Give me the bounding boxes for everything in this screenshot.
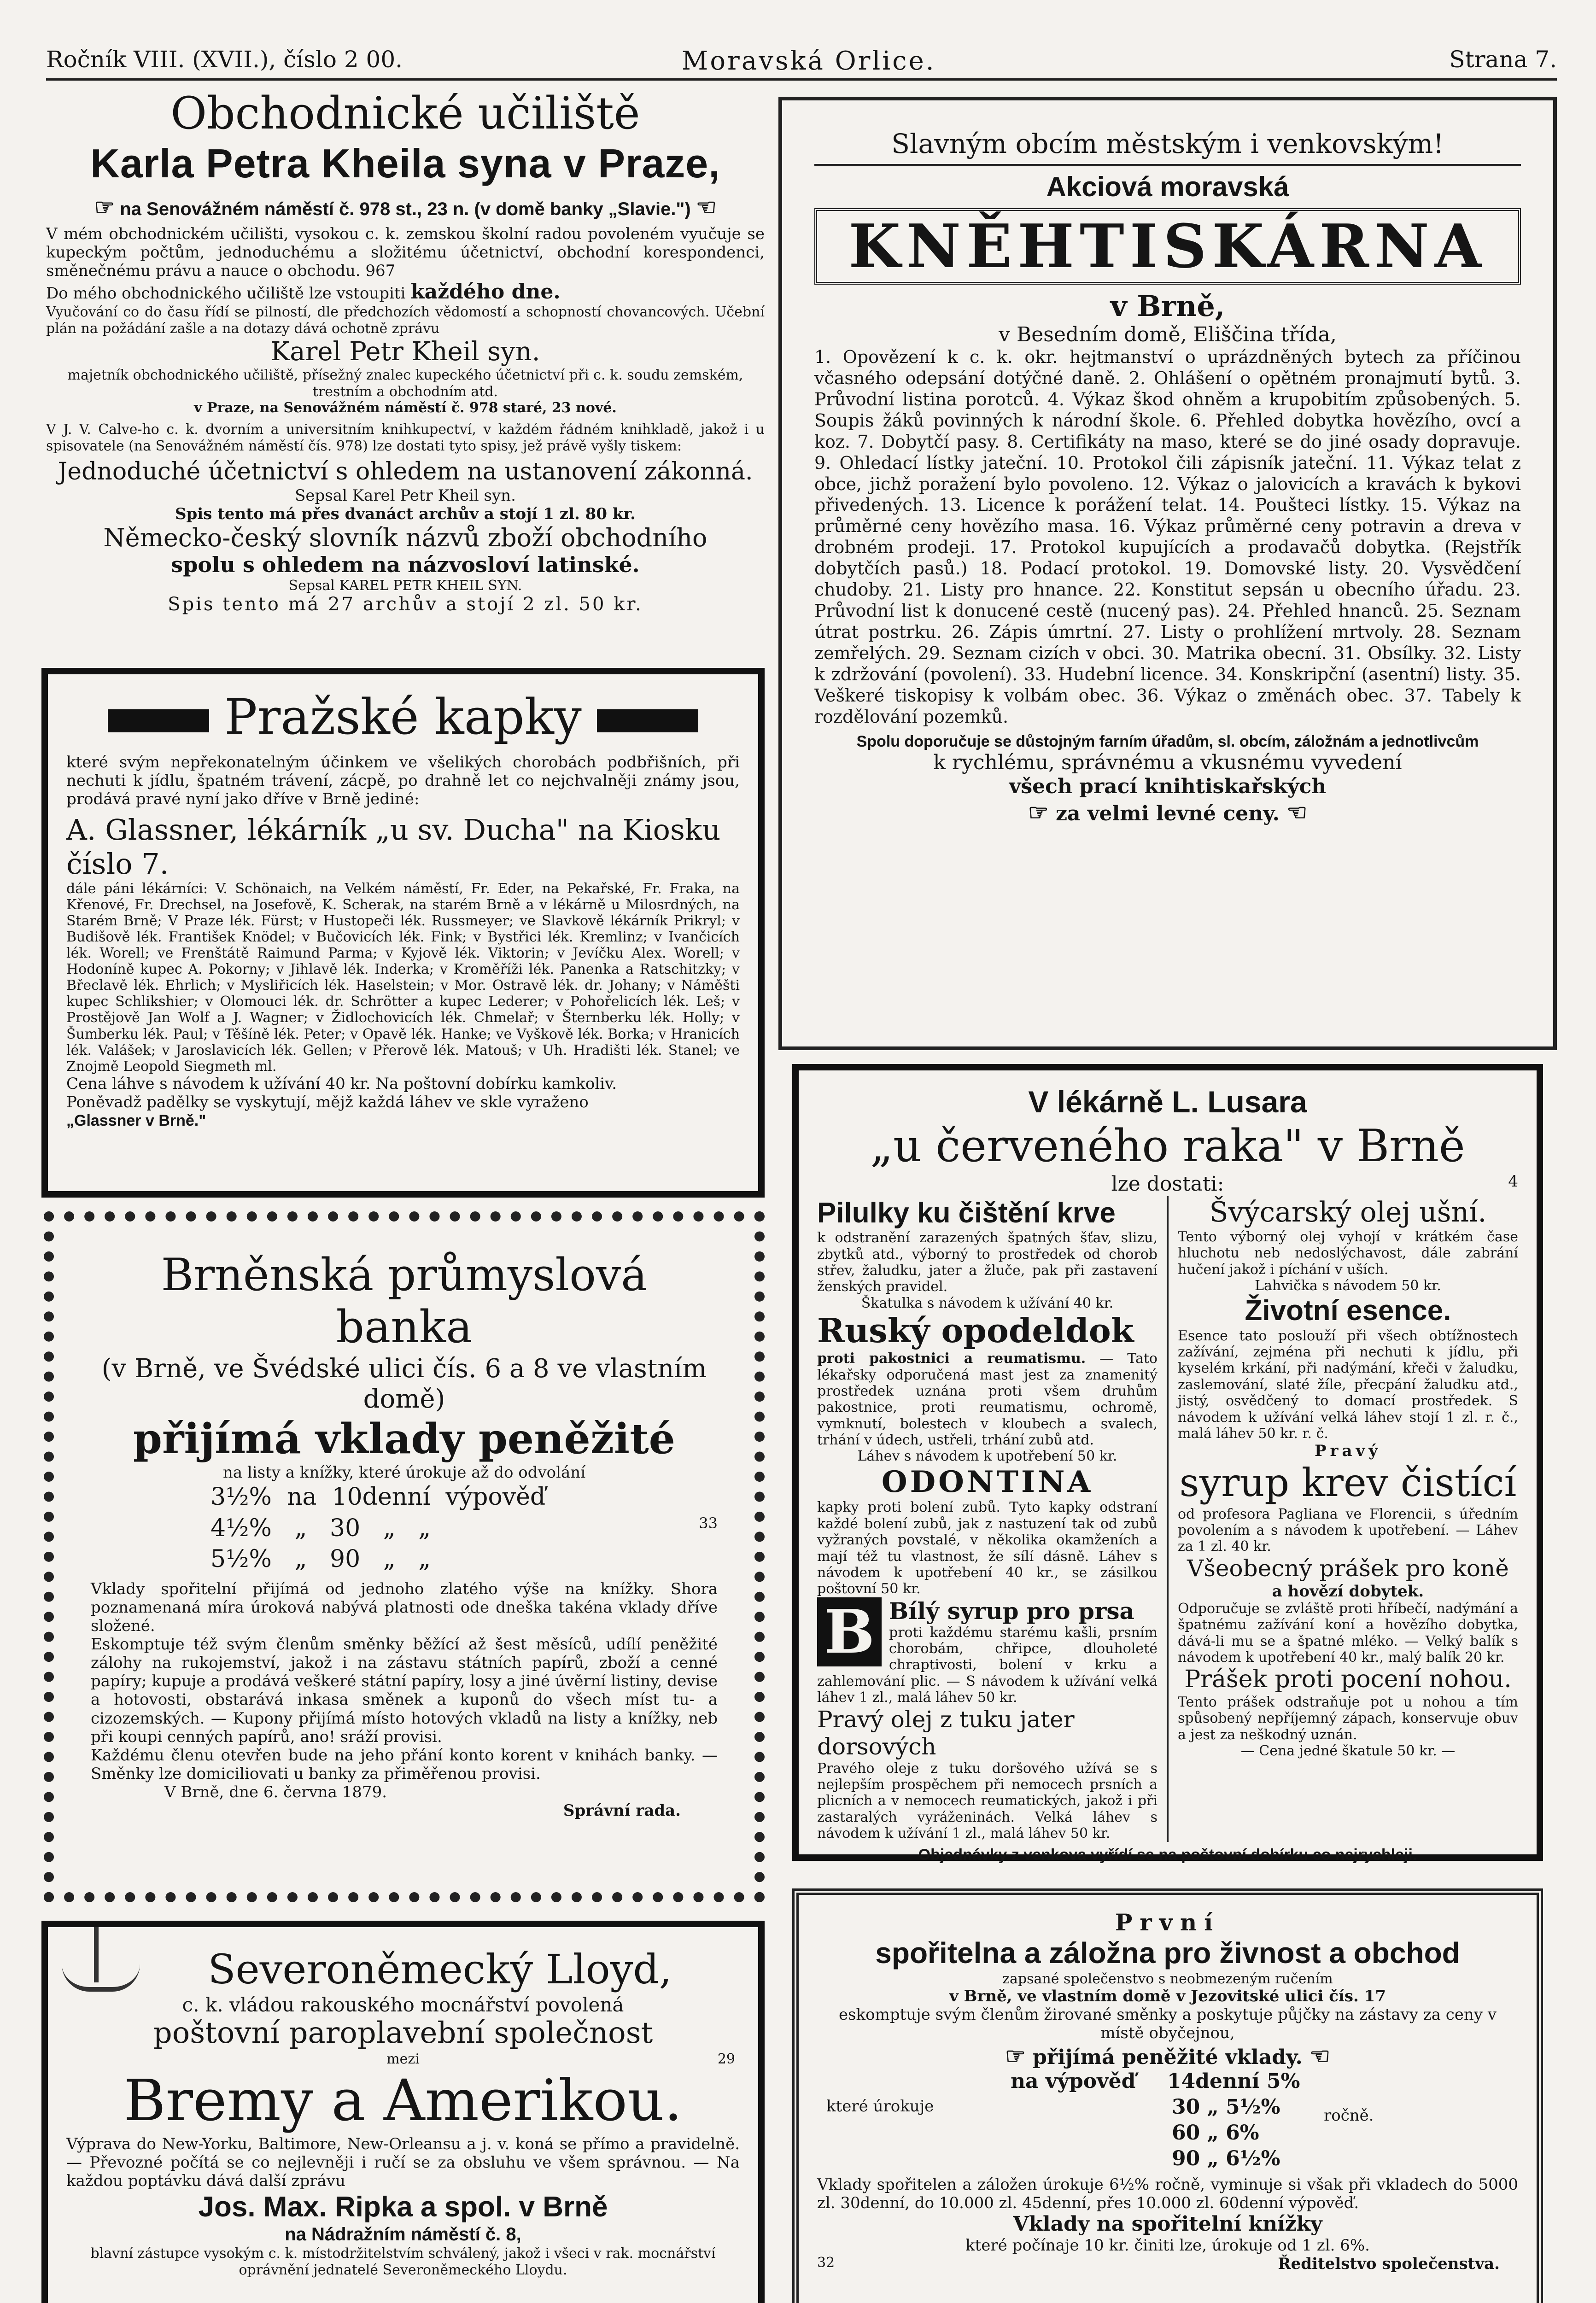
kheil-p2 xyxy=(46,280,765,304)
banka-sub: (v Brně, ve Švédské ulici čís. 6 a 8 ve vlastním domě) xyxy=(101,1353,707,1414)
spor-p: Vklady spořitelen a záložen úrokuje 6½% ročně, vyminuje si však při vkladech do 5000 zl. 30denní, do 10.000 zl. 45denní, přes 10.000 zl. 60denní výpověď. xyxy=(817,2175,1518,2213)
banka-p3: Každému členu otevřen bude na jeho přání konto korent v knihách banky. — Směnky lze domiciliovati u banky za přiměřenou provisi. xyxy=(91,1746,718,1783)
kheil-author1: Sepsal Karel Petr Kheil syn. xyxy=(295,486,516,505)
kheil-num1: 967 xyxy=(365,262,396,281)
kniht-top: Slavným obcím městským i venkovským! xyxy=(814,128,1521,166)
banka-rates xyxy=(210,1482,718,1575)
lusar-j-price: — Cena jedné škatule 50 kr. — xyxy=(1240,1742,1456,1759)
lusar-h-text: od profesora Pagliana ve Florencii, s úředním povolením a s návodem k upotřebení. — Láhev za 1 zl. 40 kr. xyxy=(1178,1506,1518,1555)
lusar-a-text: k odstranění zarazených špatných šťav, slizu, zbytků atd., výborný to prostředek od chorob střev, žaludku, jater a žluče, pak při zastavení ženských pravidel. xyxy=(817,1230,1158,1295)
lloyd-ad xyxy=(41,1921,765,2303)
kheil-p2-text: Do mého obchodnického učiliště lze vstoupiti xyxy=(46,284,406,303)
kniht-f4-row xyxy=(814,799,1521,826)
spor-rate2: 30 „ 5½% xyxy=(1172,2095,1280,2119)
lusar-c-text: kapky proti bolení zubů. Tyto kapky odstraní každé bolení zubů, jak z nastuzení tak od zubů vyžraných povstalé, v několika okamženích a mají též tu vlastnost, že sílí dásně. Láhev s návodem k upotřebení 40 kr., se zásilkou poštovní 50 kr. xyxy=(817,1499,1158,1597)
pointing-hand-icon: ☜ xyxy=(1286,799,1308,826)
kniht-h3: v Brně, xyxy=(1110,289,1225,323)
kniht-f3: všech prací knihtiskařských xyxy=(1009,775,1327,799)
lusar-f-title: Švýcarský olej ušní. xyxy=(1209,1196,1487,1229)
lusar-j-title: Prášek proti pocení nohou. xyxy=(1184,1666,1512,1694)
kapky-warn: Poněvadž padělky se vyskytují, mějž každá láhev ve skle vyraženo xyxy=(66,1093,589,1111)
kheil-address xyxy=(46,194,765,221)
spor-t4: eskomptuje svým členům žirované směnky a poskytuje půjčky na zástavy za ceny v místě obyčejnou, xyxy=(838,2005,1497,2043)
lusar-ad xyxy=(792,1064,1543,1864)
lusar-columns xyxy=(817,1196,1518,1842)
kheil-title2: Karla Petra Kheila syna v Praze, xyxy=(90,140,720,187)
banka-p1: Vklady spořitelní přijímá od jednoho zlatého výše na knížky. Shora poznamenaná míra úroková nabývá platnosti ode dneška takéna vklady dříve složené. xyxy=(91,1579,718,1635)
page-header xyxy=(46,37,1557,81)
lloyd-p: Výprava do New-Yorku, Baltimore, New-Orleansu a j. v. koná se přímo a pravidelně. — Převozné počítá se co nejlevněji i ručí se za obsluhu ve všem správnou. — Na každou poptávku dává další zprávu xyxy=(66,2134,740,2190)
sporitelna-ad xyxy=(792,1888,1543,2303)
lloyd-title: Severoněmecký Lloyd, xyxy=(208,1946,672,1993)
pointing-hand-icon: ☞ xyxy=(1028,799,1049,826)
spor-rocne: ročně. xyxy=(1324,2106,1374,2125)
banka-signature: Správní rada. xyxy=(563,1801,681,1820)
lusar-num: 4 xyxy=(1508,1172,1518,1191)
lloyd-l1: c. k. vládou rakouského mocnářství povolená xyxy=(182,1993,624,2016)
banka-rate1: 3½% na 10denní výpověď xyxy=(210,1483,546,1511)
banka-title: Brněnská průmyslová banka xyxy=(161,1249,648,1353)
kapky-title-row xyxy=(66,688,740,746)
kheil-addr2: v Praze, na Senovážném náměstí č. 978 staré, 23 nové. xyxy=(194,399,617,416)
lusar-h2: „u červeného raka" v Brně xyxy=(870,1120,1465,1172)
lusar-a-price: Škatulka s návodem k užívání 40 kr. xyxy=(861,1295,1114,1311)
lusar-b-text xyxy=(817,1350,1158,1448)
kheil-author2: Sepsal KAREL PETR KHEIL SYN. xyxy=(288,577,522,594)
banka-p2: Eskomptuje též svým členům směnky běžící až šest měsíců, udílí peněžité zálohy na rukojemství, jakož i na zástavu státních papírů, zboží a cenné papíry; kupuje a prodává veškeré státní papíry, losy a jiné úvěrní listiny, devise a hotovosti, obstarává inkasa směnek a kuponů do všech míst tu- a cizozemských. — Kupony přijímá místo hotových vkladů na listy a knížky, neb při koupi cenných papírů, ano! sráží provisi. xyxy=(91,1635,718,1746)
kniht-h4: v Besedním domě, Eliščina třída, xyxy=(999,322,1337,346)
lloyd-foot: blavní zástupce vysokým c. k. místodržitelstvím schválený, jakož i všeci v rak. mocnářství oprávnění jednatelé Severoněmeckého Lloydu. xyxy=(90,2245,716,2278)
lusar-h1: V lékárně L. Lusara xyxy=(1028,1085,1307,1119)
banka-heading: přijímá vklady peněžité xyxy=(133,1414,675,1463)
lusar-d-title: Bílý syrup pro prsa xyxy=(889,1597,1134,1625)
lloyd-mezi-row xyxy=(66,2051,740,2067)
lusar-h-pre: Pravý xyxy=(1314,1442,1382,1461)
knihtiskarna-ad xyxy=(778,97,1557,1050)
lusar-e-title: Pravý olej z tuku jater dorsových xyxy=(817,1706,1075,1760)
lusar-b-body: — Tato lékařsky odporučená mast jest za znamenitý prostředek uznána proti všem druhům pakostnice, proti reumatismu, ochromě, vymknutí, bolestech v kloubech a svalech, trhání v údech, ustřeli, trhání zubů atd. xyxy=(817,1350,1158,1449)
bar-ornament-icon xyxy=(597,709,698,732)
lusar-a-title: Pilulky ku čištění krve xyxy=(817,1197,1116,1229)
lusar-g-text: Esence tato poslouží při všech obtížnostech zažívání, zejména při nechuti k jídlu, při kyselém krkání, při nadýmání, křeči v žaludku, zaslemování, slaté žíle, přecpání žaludku atd., jistý, osvědčený to domací prostředek. S návodem k užívání velká láhev stojí 1 zl. r. č., malá láhev 50 kr. r. č. xyxy=(1178,1327,1518,1442)
lusar-f-text: Tento výborný olej vyhojí v krátkém čase hluchotu neb nedoslýchavost, dále zabrání hučení jakož i píchání v uších. xyxy=(1178,1228,1518,1278)
kheil-title: Obchodnické učiliště xyxy=(170,88,640,139)
kheil-book2b: spolu s ohledem na názvosloví latinské. xyxy=(171,552,640,578)
kniht-h2: KNĚHTISKÁRNA xyxy=(814,208,1521,284)
banka-date: V Brně, dne 6. června 1879. xyxy=(164,1783,387,1801)
kheil-p2-bold: každého dne. xyxy=(410,280,561,304)
kniht-f4: za velmi levné ceny. xyxy=(1056,802,1280,826)
spor-k2: které počínaje 10 kr. činiti lze, úrokuje od 1 zl. 6%. xyxy=(965,2236,1370,2255)
lusar-h3-row xyxy=(817,1172,1518,1196)
spor-rate3: 60 „ 6% xyxy=(1172,2121,1259,2145)
kniht-f2: k rychlému, správnému a vkusnému vyvedení xyxy=(933,751,1402,775)
lusar-b-title: Ruský opodeldok xyxy=(817,1311,1134,1350)
banka-num: 33 xyxy=(699,1514,718,1532)
kapky-seller: A. Glassner, lékárník „u sv. Ducha" na Kiosku číslo 7. xyxy=(66,813,721,881)
lusar-h-title: syrup krev čistící xyxy=(1179,1460,1517,1506)
page-number: Strana 7. xyxy=(1449,46,1557,73)
lloyd-big: Bremy a Amerikou. xyxy=(123,2068,683,2134)
kniht-h1: Akciová moravská xyxy=(1046,171,1289,203)
spor-t0: První xyxy=(1115,1909,1221,1936)
lloyd-num: 29 xyxy=(717,2051,735,2067)
spor-k: Vklady na spořitelní knížky xyxy=(1013,2212,1322,2236)
lusar-j-text: Tento prášek odstraňuje pot u nohou a tím spůsobený nepříjemný zápach, konservuje obuv a jest za neškodný uznán. xyxy=(1178,1694,1518,1743)
spor-signature: Ředitelstvo společenstva. xyxy=(1278,2255,1500,2274)
spor-t3: v Brně, ve vlastním domě v Jezovitské ulici čís. 17 xyxy=(949,1987,1386,2005)
spor-rate1: 14denní 5% xyxy=(1167,2069,1300,2093)
spor-rate4: 90 „ 6½% xyxy=(1172,2147,1280,2171)
lusar-b-sub: proti pakostnici a reumatismu. xyxy=(817,1350,1086,1367)
spor-t1: spořitelna a záložna pro živnost a obchod xyxy=(875,1936,1460,1970)
lusar-col-left xyxy=(817,1196,1158,1842)
kapky-intro: které svým nepřekonatelným účinkem ve všelikých chorobách podbřišních, při nechuti k jídlu, špatném trávení, zácpě, po drahně let co nejchvalněji známy jsou, prodává pravé nyní jako dříve v Brně jediné: xyxy=(66,753,740,809)
kapky-warn2: „Glassner v Brně." xyxy=(66,1112,206,1130)
kniht-f1: Spolu doporučuje se důstojným farním úřadům, sl. obcím, záložnám a jednotlivcům xyxy=(856,733,1479,751)
kapky-list: dále páni lékárníci: V. Schönaich, na Velkém náměstí, Fr. Eder, na Pekařské, Fr. Fraka, na Křenové, Fr. Drechsel, na Josefově, K. Scherak, na starém Brně a v lékárně u Milosrdných, na Starém Brně; V Praze lék. Fürst; v Hustopeči lék. Russmeyer; ve Slavkově lékárník Prikryl; v Budišově lék. František Knödel; v Bučovicích lék. Fink; v Bystřici lék. Kremlinz; v Ivančicích lék. Worell; ve Frenštátě Raimund Parma; v Kyjově lék. Viktorin; v Jevíčku Alex. Worell; v Hodoníně kupec A. Pokorny; v Jihlavě lék. Inderka; v Kroměříži lék. Panenka a Ratschitzky; v Břeclavě lék. Ehrlich; v Mysliřicích lék. Haselstein; v Mor. Ostravě lék. dr. Johany; v Náměšti kupec Schlikshier; v Olomouci lék. dr. Schrötter a kupec Lederer; v Pohořelicích lék. Leš; v Prostějově Jan Wolf a J. Wagner; v Židlochovicích lék. Chmelař; v Šternberku lék. Holly; v Šumberku lék. Paul; v Těšíně lék. Peter; v Opavě lék. Hanke; ve Vyškově lék. Borka; v Hranicích lék. Valášek; v Jaroslavicích lék. Gellen; v Přerově lék. Matouš; v Uh. Hradišti lék. Stanel; ve Znojmě Leopold Siegmeth ml. xyxy=(66,880,740,1075)
kapky-price: Cena láhve s návodem k užívání 40 kr. Na poštovní dobírku kamkoliv. xyxy=(66,1074,617,1093)
lloyd-mezi: mezi xyxy=(386,2051,420,2067)
kheil-name: Karel Petr Kheil syn. xyxy=(270,337,540,367)
lusar-i-sub: a hovězí dobytek. xyxy=(1272,1582,1424,1601)
kheil-desc: majetník obchodnického učiliště, přísežný znalec kupeckého účetnictví při c. k. soudu zemském, trestním a obchodním atd. xyxy=(67,367,743,400)
banka-rate3: 5½% „ 90 „ „ xyxy=(210,1545,431,1573)
issue-info: Ročník VIII. (XVII.), číslo 2 00. xyxy=(46,46,403,73)
kheil-p1 xyxy=(46,225,765,280)
lusar-g-title: Životní esence. xyxy=(1245,1295,1451,1327)
pointing-hand-icon: ☜ xyxy=(696,194,717,221)
lusar-c-title: ODONTINA xyxy=(881,1464,1093,1499)
kheil-book2: Německo-český slovník názvů zboží obchodního xyxy=(103,523,707,552)
bar-ornament-icon xyxy=(108,709,209,732)
pointing-hand-icon: ☜ xyxy=(1310,2042,1330,2070)
spor-rate-lead: které úrokuje xyxy=(826,2097,934,2116)
lusar-i-title: Všeobecný prášek pro koně xyxy=(1187,1555,1509,1582)
spor-t2: zapsané společenstvo s neobmezeným ručením xyxy=(1002,1970,1333,1987)
ship-icon xyxy=(62,1946,140,1993)
spor-num: 32 xyxy=(817,2255,835,2271)
lusar-col-right xyxy=(1167,1196,1518,1842)
spor-rate-label: na výpověď xyxy=(1011,2069,1136,2093)
spor-t5-row xyxy=(817,2042,1518,2069)
pointing-hand-icon: ☞ xyxy=(94,194,115,221)
kapky-title: Pražské kapky xyxy=(224,689,582,745)
kheil-price1: Spis tento má přes dvanáct archův a stojí 1 zl. 80 kr. xyxy=(175,504,636,523)
banka-ad xyxy=(44,1211,765,1902)
lusar-e-text: Pravého oleje z tuku doršového užívá se s nejlepším prospěchem při nemocech prsních a plicních a v nemocech reumatických, jakož i při zastaralých vyráženinách. Velká láhev s návodem k užívání 1 zl., malá láhev 50 kr. xyxy=(817,1760,1158,1842)
lusar-h3: lze dostati: xyxy=(1111,1172,1224,1196)
lusar-b-price: Láhev s návodem k upotřebení 50 kr. xyxy=(857,1448,1117,1465)
kheil-address-text: na Senovážném náměstí č. 978 st., 23 n. (v domě banky „Slavie.") xyxy=(120,199,691,220)
spor-t5: přijímá peněžité vklady. xyxy=(1033,2046,1303,2069)
newspaper-title: Moravská Orlice. xyxy=(682,46,936,76)
kniht-list: 1. Opovězení k c. k. okr. hejtmanství o uprázdněných bytech za příčinou včasného odepsání dotýčné daně. 2. Ohlášení o opětném pronajmutí bytů. 3. Průvodní listina porotců. 4. Výkaz škod ohněm a krupobitím způsobených. 5. Soupis žáků povinných k národní škole. 6. Přehled dobytka hovězího, ovcí a koz. 7. Dobytčí pasy. 8. Certifikáty na maso, které se do jiné osady dopravuje. 9. Ohledací lístky jateční. 10. Protokol čili zápisník jateční. 11. Výkaz telat z obce, jichž poražení bylo povoleno. 12. Výkaz o jalovicích a kravách k bykovi přivedených. 13. Licence k porážení telat. 14. Poušteci lístky. 15. Výkaz na průměrné ceny hovězího masa. 16. Výkaz průměrné ceny potravin a dreva v drobném prodeji. 17. Protokol kupujících a prodavačů dobytka. (Rejstřík dobytčích pasů.) 18. Podací protokol. 19. Domovské listy. 20. Vysvědčení chudoby. 21. Listy pro hnance. 22. Konstitut sepsán u obecního úřadu. 23. Průvodní list k donucené cestě (nucený pas). 24. Přehled hnanců. 25. Seznam útrat postrku. 26. Zápis úmrtní. 27. Listy o prohlížení mrtvoly. 28. Seznam zemřelých. 29. Seznam cizích v obci. 30. Matrika obecní. 31. Obsílky. 32. Listy k zdržování (povolení). 33. Hudební licence. 34. Konskripční (asentní) listy. 35. Veškeré tiskopisy k volbám obec. 36. Výkaz o změnách obec. 37. Tabely k rozdělování pozemků. xyxy=(814,346,1521,727)
kheil-p3: Vyučování co do času řídí se pilností, dle předchozích vědomostí a schopností chovancových. Učební plán na požádání zašle a na dotazy dává ochotně zprávu xyxy=(46,304,765,337)
banka-rate2: 4½% „ 30 „ „ xyxy=(210,1514,431,1542)
lusar-d-block xyxy=(817,1597,1158,1706)
kapky-ad xyxy=(41,668,765,1198)
lusar-d-text: proti každému starému kašli, prsním chorobám, chřipce, dlouholeté chraptivosti, bolení v krku a zahlemování plic. — S návodem k užívání velká láhev 1 zl., malá láhev 50 kr. xyxy=(817,1624,1158,1706)
lloyd-firm: Jos. Max. Ripka a spol. v Brně xyxy=(198,2191,608,2223)
pointing-hand-icon: ☞ xyxy=(1005,2042,1026,2070)
kheil-book1: Jednoduché účetnictví s ohledem na ustanovení zákonná. xyxy=(58,458,753,486)
kheil-p1-text: V mém obchodnickém učilišti, vysokou c. k. zemskou školní radou povoleném vyučuje se kupeckým počtům, jednoduchému a složitému účetnictví, obchodní korespondenci, směnečnému právu a nauce o obchodu. xyxy=(46,225,765,281)
kheil-price2: Spis tento má 27 archův a stojí 2 zl. 50 kr. xyxy=(168,594,643,615)
banka-lead: na listy a knížky, které úrokuje až do odvolání xyxy=(222,1463,586,1482)
lusar-i-text: Odporučuje se zvláště proti hříbečí, nadýmání a špatnému zažívání koní a hovězího dobytka, dává-li mu se a špatné mléko. — Velký balík s návodem k upotřebení 40 kr., malý balík 20 kr. xyxy=(1178,1600,1518,1666)
lloyd-l2: poštovní paroplavební společnost xyxy=(153,2016,653,2051)
kheil-p4: V J. V. Calve-ho c. k. dvorním a universitním knihkupectví, v každém řádném knihkladě, jakož i u spisovatele (na Senovážném náměstí čís. 978) lze dostati tyto spisy, jež právě vyšly tiskem: xyxy=(46,421,765,454)
spor-rates xyxy=(817,2069,1518,2175)
drop-cap-b: B xyxy=(817,1597,882,1666)
lloyd-addr: na Nádražním náměstí č. 8, xyxy=(285,2224,521,2245)
lusar-foot: Objednávky z venkova vyřídí se na poštovní dobírku co nejrychleji. xyxy=(918,1846,1417,1864)
spor-foot xyxy=(817,2255,1518,2274)
kheil-ad xyxy=(46,88,765,654)
lusar-f-price: Lahvička s návodem 50 kr. xyxy=(1255,1278,1441,1294)
